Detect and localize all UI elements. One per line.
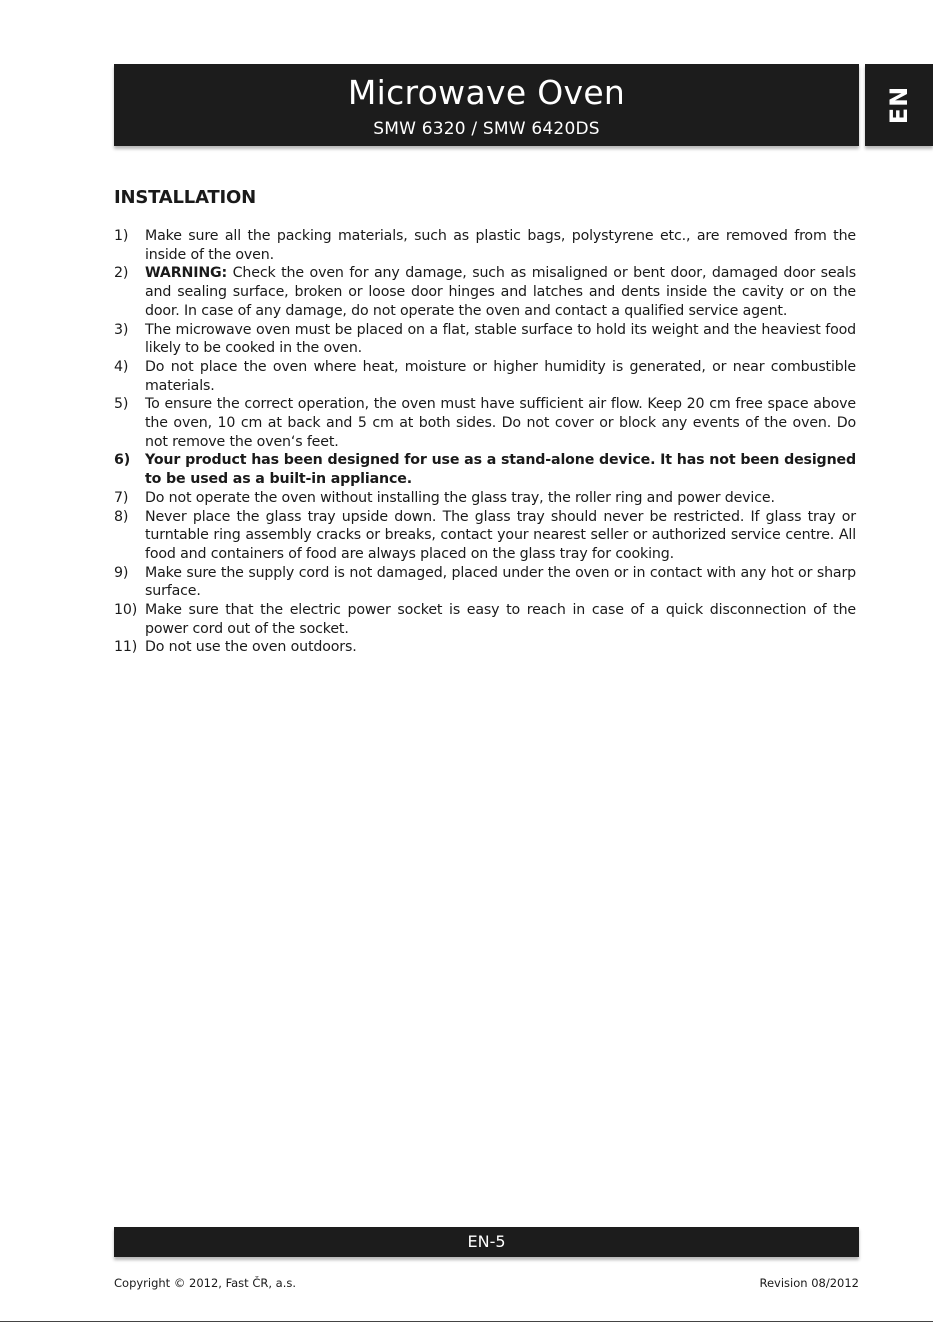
section-heading: INSTALLATION (114, 187, 256, 208)
list-item-number: 2) (114, 265, 129, 282)
list-item-number: 3) (114, 321, 129, 338)
list-item-number: 8) (114, 508, 129, 525)
bottom-divider (0, 1321, 933, 1322)
list-item-text: Make sure that the electric power socket is easy to reach in case of a quick disconnection of the power cord out of the socket. (145, 602, 856, 637)
list-item-number: 5) (114, 396, 129, 413)
list-item-text: Your product has been designed for use as a stand-alone device. It has not been designed to be used as a built-in appliance. (145, 452, 856, 488)
list-item-number: 4) (114, 358, 129, 375)
page-number: EN-5 (467, 1232, 506, 1251)
list-item-number: 6) (114, 452, 131, 469)
list-item (114, 638, 856, 657)
list-item-text: Never place the glass tray upside down. The glass tray should never be restricted. If glass tray or turntable ring assembly cracks or breaks, contact your nearest seller or authorized service centre. All food and containers of food are always placed on the glass tray for cooking. (145, 508, 856, 562)
list-item (114, 264, 856, 320)
list-item (114, 321, 856, 358)
list-item (114, 358, 856, 395)
list-item-text: Make sure all the packing materials, such as plastic bags, polystyrene etc., are removed from the inside of the oven. (145, 228, 856, 263)
list-item-number: 7) (114, 489, 129, 506)
list-item-text: Make sure the supply cord is not damaged, placed under the oven or in contact with any hot or sharp surface. (145, 564, 856, 600)
document-title: Microwave Oven (347, 73, 626, 112)
list-item-text: Do not place the oven where heat, moisture or higher humidity is generated, or near combustible materials. (145, 358, 856, 394)
list-item-text: Check the oven for any damage, such as misaligned or bent door, damaged door seals and sealing surface, broken or loose door hinges and latches and dents inside the cavity or on the door. In case of any damage, do not operate the oven and contact a qualified service agent. (145, 265, 856, 319)
warning-label: WARNING: (145, 265, 228, 282)
installation-list (114, 227, 856, 657)
copyright-notice: Copyright © 2012, Fast ČR, a.s. (114, 1276, 297, 1290)
list-item (114, 395, 856, 451)
list-item (114, 508, 856, 564)
language-tab (865, 64, 933, 146)
document-header (114, 64, 859, 146)
list-item-number: 11) (114, 639, 138, 656)
list-item (114, 227, 856, 264)
model-numbers: SMW 6320 / SMW 6420DS (373, 119, 600, 139)
list-item-number: 10) (114, 602, 138, 619)
list-item-number: 9) (114, 564, 129, 581)
list-item (114, 489, 856, 508)
list-item-number: 1) (114, 228, 129, 244)
list-item (114, 451, 856, 488)
list-item-text: To ensure the correct operation, the oven must have sufficient air flow. Keep 20 cm free space above the oven, 10 cm at back and 5 cm at both sides. Do not cover or block any events of the oven. Do not remove the oven‘s feet. (145, 396, 856, 450)
list-item (114, 564, 856, 601)
list-item-text: Do not use the oven outdoors. (145, 639, 357, 656)
list-item-text: The microwave oven must be placed on a flat, stable surface to hold its weight and the heaviest food likely to be cooked in the oven. (145, 321, 856, 357)
list-item-text: Do not operate the oven without installing the glass tray, the roller ring and power device. (145, 489, 775, 506)
revision-label: Revision 08/2012 (759, 1276, 859, 1290)
page-footer-bar (114, 1227, 859, 1257)
list-item (114, 601, 856, 638)
language-label: EN (885, 85, 913, 125)
